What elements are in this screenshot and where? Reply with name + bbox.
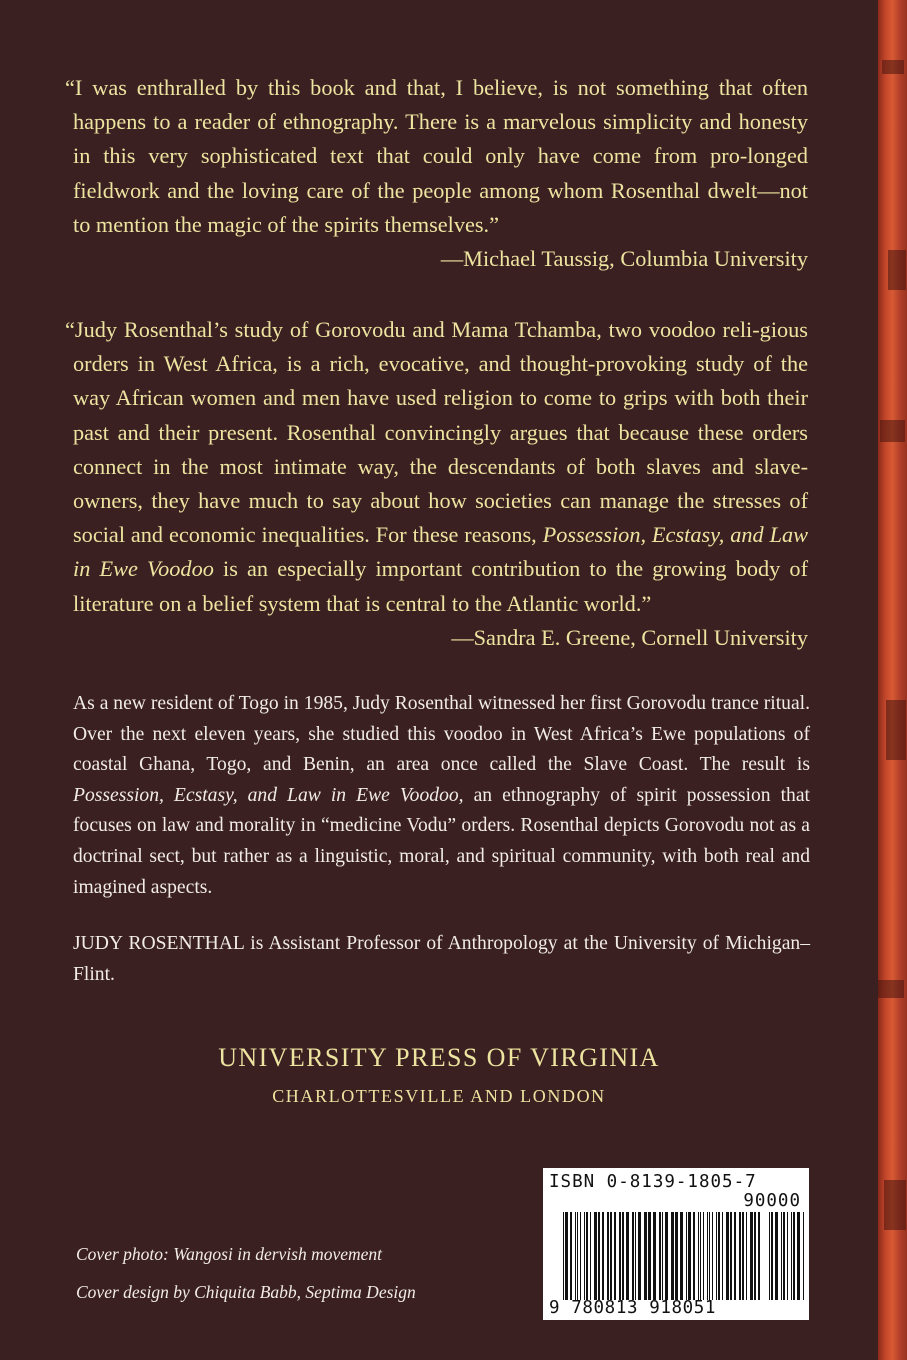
barcode-bar [775,1212,778,1300]
barcode-bar [797,1212,800,1300]
barcode-bar [665,1212,668,1300]
barcode-bar [590,1212,591,1300]
barcode-bar [622,1212,624,1300]
barcode-bar [563,1212,564,1300]
barcode-bar [644,1212,647,1300]
barcode-bar [742,1212,744,1300]
quote-taussig-text: “I was enthralled by this book and that, I believe, is not something that often happens to a reader of ethnography. There is a marvelous simplicity and honesty in this very sophisticated text that could only have come from pro-longed fieldwork and the loving care of the people among whom Rosenthal dwelt—not to mention the magic of the spirits themselves.” [65,75,808,237]
barcode-bar [610,1212,612,1300]
quote-greene-attribution: —Sandra E. Greene, Cornell University [451,624,808,650]
barcode-bar [570,1212,572,1300]
author-bio-text: JUDY ROSENTHAL is Assistant Professor of Anthropology at the University of Michigan–Flint. [73,933,810,985]
quote-greene-text-before: “Judy Rosenthal’s study of Gorovodu and Mama Tchamba, two voodoo reli-gious orders in West Africa, is a rich, evocative, and thought-provoking study of the way African women and men have used religion to come to grips with both their past and their present. Rosenthal convincingly argues that because these orders connect in the most intimate way, the descendants of both slaves and slave-owners, they have much to say about how societies can manage the stresses of social and economic inequalities. For these reasons, [65,317,808,548]
barcode-bar [716,1212,717,1300]
barcode-bar [575,1212,576,1300]
barcode-bar [586,1212,588,1300]
barcode-bar [662,1212,663,1300]
barcode-bar [580,1212,581,1300]
author-bio [73,929,810,990]
quote-greene-text-after: is an especially important contribution to the growing body of literature on a belief system that is central to the Atlantic world.” [73,556,808,616]
publisher-location: CHARLOTTESVILLE AND LONDON [272,1086,606,1106]
barcode-bar [703,1212,704,1300]
barcode-bar [688,1212,691,1300]
barcode-bar [693,1212,695,1300]
quote-taussig [65,71,808,276]
spine-edge [878,0,907,1360]
barcode-bar [635,1212,636,1300]
barcode-bar [783,1212,785,1300]
barcode-bar [680,1212,683,1300]
quote-taussig-attribution: —Michael Taussig, Columbia University [440,246,808,272]
barcode-bar [698,1212,699,1300]
barcode-bar [803,1212,804,1300]
isbn-barcode [543,1168,809,1320]
barcode-bar [675,1212,678,1300]
barcode-bar [602,1212,604,1300]
barcode-bar [722,1212,723,1300]
barcode-bar [754,1212,756,1300]
barcode-bar [653,1212,656,1300]
barcode-bar [791,1212,792,1300]
barcode-bar [598,1212,600,1300]
barcode-bar [739,1212,741,1300]
barcode-bar [750,1212,753,1300]
barcode-bar [707,1212,708,1300]
barcode-bar [730,1212,732,1300]
barcode-bar [771,1212,773,1300]
barcode-bar [700,1212,701,1300]
publisher-name: UNIVERSITY PRESS OF VIRGINIA [218,1043,660,1072]
cover-design-credit: Cover design by Chiquita Babb, Septima Design [76,1282,416,1302]
barcode-bar [594,1212,597,1300]
price-code: 90000 [743,1191,801,1211]
barcode-bar [607,1212,609,1300]
barcode-bar [769,1212,770,1300]
book-description [73,689,810,903]
barcode-bar [614,1212,616,1300]
barcode-bar [781,1212,782,1300]
barcode-bar [793,1212,795,1300]
barcode-bar [659,1212,661,1300]
barcode-bar [718,1212,720,1300]
ean-number: 9 780813 918051 [549,1298,717,1318]
barcode-bar [565,1212,568,1300]
barcode-bar [726,1212,729,1300]
barcode-bars [563,1212,763,1300]
barcode-bar [746,1212,747,1300]
barcode-bar [584,1212,585,1300]
description-text-after: an ethnography of spirit possession that focuses on law and morality in “medicine Vodu” orders. Rosenthal depicts Gorovodu not as a doctrinal sect, but rather as a linguistic, moral, and spiritual community, with both real and imagined aspects. [73,784,810,898]
barcode-bar [709,1212,710,1300]
cover-photo-credit: Cover photo: Wangosi in dervish movement [76,1244,383,1264]
barcode-addon-bars [769,1212,805,1300]
barcode-bar [577,1212,578,1300]
quote-greene-book-title: Possession, Ecstasy, and Law in Ewe Voodoo [73,522,809,582]
barcode-bar [626,1212,629,1300]
barcode-bar [712,1212,713,1300]
barcode-bar [619,1212,621,1300]
barcode-bar [734,1212,736,1300]
description-book-title: Possession, Ecstasy, and Law in Ewe Voodoo, [73,784,464,806]
barcode-bar [671,1212,674,1300]
isbn-number: ISBN 0-8139-1805-7 [549,1172,757,1192]
barcode-bar [758,1212,760,1300]
barcode-bar [632,1212,634,1300]
barcode-bar [638,1212,641,1300]
barcode-bar [787,1212,788,1300]
quote-greene [65,313,809,655]
barcode-bar [686,1212,687,1300]
barcode-bar [648,1212,651,1300]
description-text-before: As a new resident of Togo in 1985, Judy Rosenthal witnessed her first Gorovodu trance ritual. Over the next eleven years, she studied this voodoo in West Africa’s Ewe populations of coastal Ghana, Togo, and Benin, an area once called the Slave Coast. The result is [73,693,810,776]
